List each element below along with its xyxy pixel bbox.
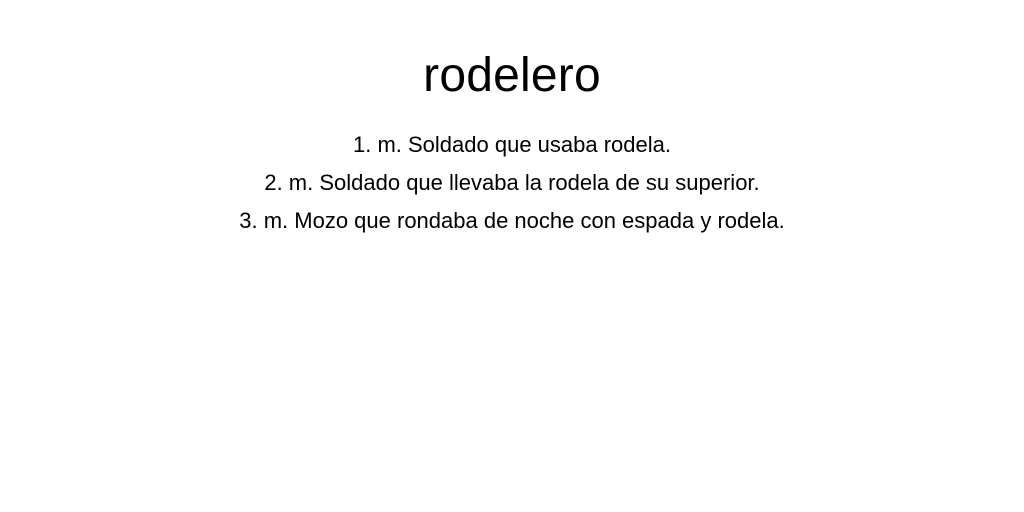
- headword: rodelero: [423, 49, 601, 102]
- definition-list: [0, 126, 1024, 240]
- definition-item: 2. m. Soldado que llevaba la rodela de su superior.: [264, 170, 760, 195]
- definition-item: 1. m. Soldado que usaba rodela.: [352, 132, 671, 157]
- definition-item: 3. m. Mozo que rondaba de noche con espada y rodela.: [239, 208, 785, 233]
